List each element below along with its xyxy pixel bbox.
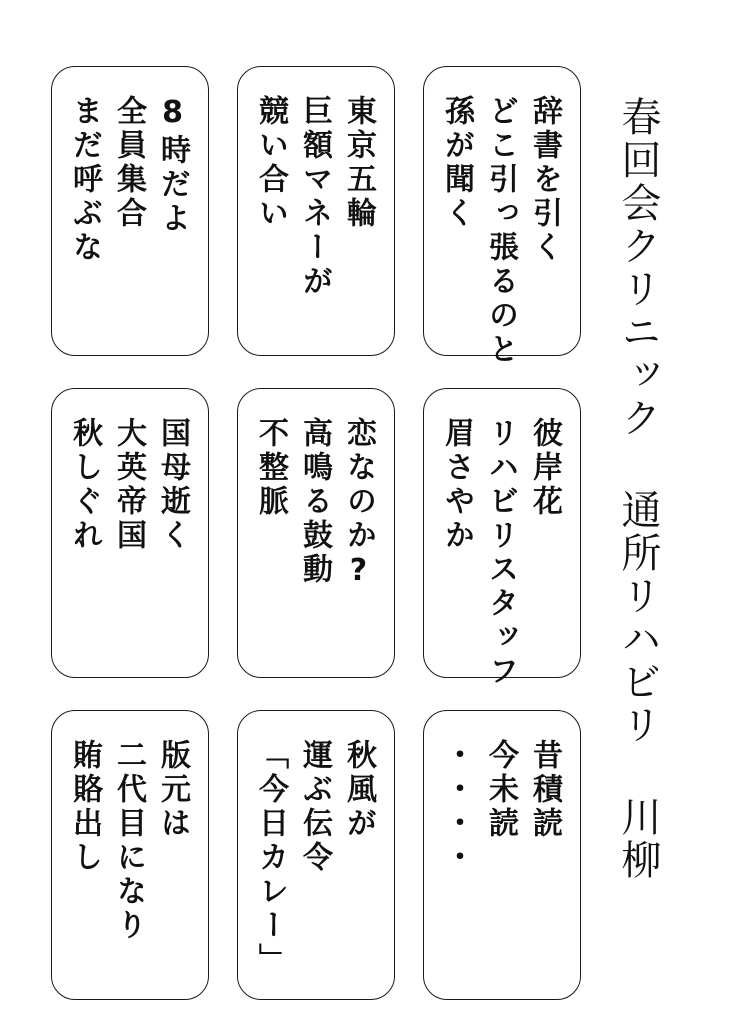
poem-line: 8時だよ bbox=[155, 95, 190, 236]
poem-line: 賄賂出し bbox=[67, 739, 102, 875]
poem-line: 東京五輪 bbox=[341, 95, 376, 231]
senryu-poem bbox=[62, 95, 194, 337]
poem-line: 辞書を引く bbox=[527, 95, 562, 265]
poem-line: 秋しぐれ bbox=[67, 417, 102, 553]
page-title: 春回会クリニック 通所リハビリ 川柳 bbox=[615, 96, 661, 882]
poem-line: 今未読 bbox=[483, 739, 518, 841]
poem-line: 昔積読 bbox=[527, 739, 562, 841]
senryu-poem bbox=[62, 739, 194, 981]
senryu-poem bbox=[248, 95, 380, 337]
senryu-poem bbox=[434, 417, 566, 689]
senryu-card bbox=[51, 388, 209, 678]
poem-line: 恋なのか? bbox=[341, 417, 376, 592]
senryu-poem bbox=[62, 417, 194, 659]
poem-line: 孫が聞く bbox=[439, 95, 474, 231]
poem-line: 版元は bbox=[155, 739, 190, 841]
poem-line: ・・・・ bbox=[439, 739, 474, 875]
senryu-poem bbox=[248, 739, 380, 981]
poem-line: 秋風が bbox=[341, 739, 376, 841]
senryu-card bbox=[237, 710, 395, 1000]
poem-line: 大英帝国 bbox=[111, 417, 146, 553]
poem-line: まだ呼ぶな bbox=[67, 95, 102, 265]
poem-line: リハビリスタッフ bbox=[483, 417, 518, 689]
senryu-card bbox=[237, 388, 395, 678]
senryu-card bbox=[51, 710, 209, 1000]
senryu-card bbox=[237, 66, 395, 356]
poem-line: 眉さやか bbox=[439, 417, 474, 553]
poem-line: 競い合い bbox=[253, 95, 288, 231]
poem-line: 巨額マネーが bbox=[297, 95, 332, 299]
poem-line: 「今日カレー」 bbox=[253, 739, 288, 977]
senryu-poem bbox=[434, 739, 566, 981]
senryu-card bbox=[51, 66, 209, 356]
senryu-card bbox=[423, 710, 581, 1000]
poem-line: どこ引っ張るのと bbox=[483, 95, 518, 367]
senryu-card bbox=[423, 388, 581, 689]
poem-line: 彼岸花 bbox=[527, 417, 562, 519]
poem-line: 二代目になり bbox=[111, 739, 146, 943]
senryu-poem bbox=[434, 95, 566, 367]
senryu-poem bbox=[248, 417, 380, 659]
poem-line: 運ぶ伝令 bbox=[297, 739, 332, 875]
poem-line: 全員集合 bbox=[111, 95, 146, 231]
poem-line: 国母逝く bbox=[155, 417, 190, 553]
senryu-card bbox=[423, 66, 581, 367]
poem-line: 不整脈 bbox=[253, 417, 288, 519]
poem-line: 高鳴る鼓動 bbox=[297, 417, 332, 587]
